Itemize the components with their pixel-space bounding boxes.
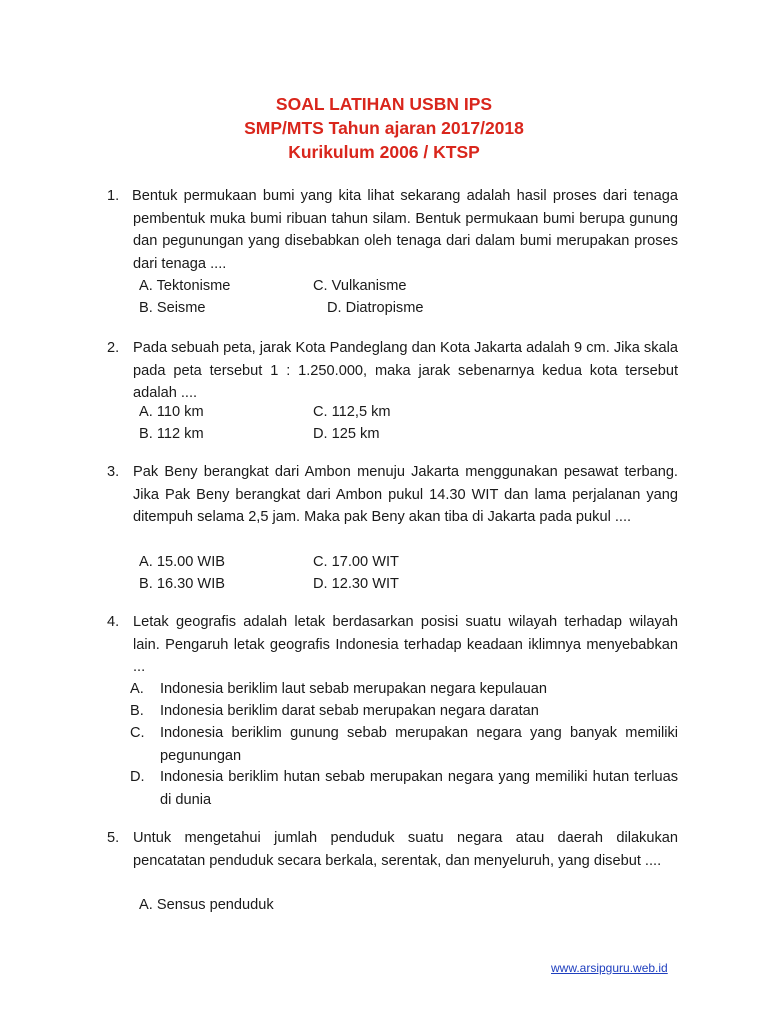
question-text: Pada sebuah peta, jarak Kota Pandeglang dan Kota Jakarta adalah 9 cm. Jika skala pada peta tersebut 1 : 1.250.000, maka jarak sebenarnya kedua kota tersebut adalah .... xyxy=(133,340,678,401)
option-d: D. 125 km xyxy=(313,426,380,442)
option-d-text: Indonesia beriklim hutan sebab merupakan negara yang memiliki hutan terluas di dunia xyxy=(160,769,678,808)
option-b: B. Seisme xyxy=(139,300,206,316)
option-c-text: Indonesia beriklim gunung sebab merupakan negara yang banyak memiliki pegunungan xyxy=(160,725,678,764)
footer-link[interactable]: www.arsipguru.web.id xyxy=(551,961,668,975)
option-c-letter: C. xyxy=(130,725,145,741)
option-d: D. 12.30 WIT xyxy=(313,576,399,592)
option-c: C. 17.00 WIT xyxy=(313,554,399,570)
option-c: C. Vulkanisme xyxy=(313,278,407,294)
option-b-text: Indonesia beriklim darat sebab merupakan negara daratan xyxy=(160,703,539,719)
option-a: A. Sensus penduduk xyxy=(139,897,274,913)
option-b-letter: B. xyxy=(130,703,144,719)
option-c: C. 112,5 km xyxy=(313,404,391,420)
question-text: Pak Beny berangkat dari Ambon menuju Jakarta menggunakan pesawat terbang. Jika Pak Beny berangkat dari Ambon pukul 14.30 WIT dan lama perjalanan yang ditempuh selama 2,5 jam. Maka pak Beny akan tiba di Jakarta pada pukul .... xyxy=(133,464,678,525)
option-a: A. Tektonisme xyxy=(139,278,231,294)
question-text: Bentuk permukaan bumi yang kita lihat sekarang adalah hasil proses dari tenaga pembentuk muka bumi ribuan tahun silam. Bentuk permukaan bumi berupa gunung dan pegunungan yang disebabkan oleh tenaga dari dalam bumi merupakan proses dari tenaga .... xyxy=(132,188,678,272)
question-number: 5. xyxy=(107,830,120,846)
question-text: Letak geografis adalah letak berdasarkan posisi suatu wilayah terhadap wilayah lain. Pengaruh letak geografis Indonesia terhadap keadaan iklimnya menyebabkan ... xyxy=(133,614,678,675)
option-b: B. 112 km xyxy=(139,426,204,442)
question-number: 3. xyxy=(107,464,120,480)
title-line-3: Kurikulum 2006 / KTSP xyxy=(288,142,480,162)
option-a-letter: A. xyxy=(130,681,144,697)
question-text: Untuk mengetahui jumlah penduduk suatu negara atau daerah dilakukan pencatatan penduduk secara berkala, serentak, dan menyeluruh, yang disebut .... xyxy=(133,830,678,869)
question-number: 4. xyxy=(107,614,120,630)
document-title xyxy=(0,92,768,164)
option-a: A. 110 km xyxy=(139,404,204,420)
option-d: D. Diatropisme xyxy=(327,300,424,316)
question-number: 1. xyxy=(107,188,120,204)
question-number: 2. xyxy=(107,340,120,356)
option-a-text: Indonesia beriklim laut sebab merupakan negara kepulauan xyxy=(160,681,547,697)
title-line-1: SOAL LATIHAN USBN IPS xyxy=(275,94,493,114)
title-line-2: SMP/MTS Tahun ajaran 2017/2018 xyxy=(244,118,524,138)
option-d-letter: D. xyxy=(130,769,145,785)
option-b: B. 16.30 WIB xyxy=(139,576,225,592)
option-a: A. 15.00 WIB xyxy=(139,554,225,570)
